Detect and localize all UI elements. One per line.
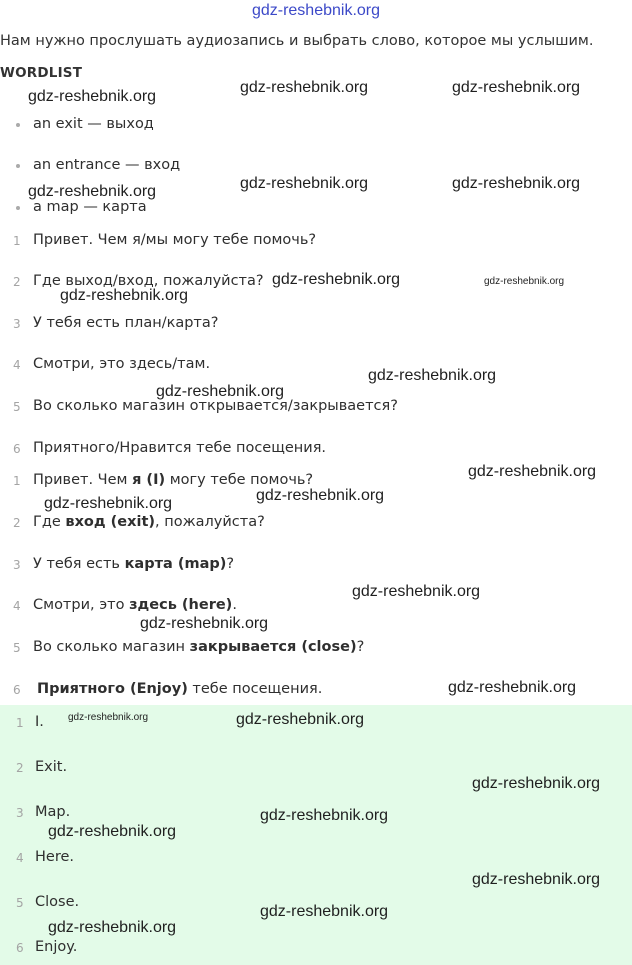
bullet-icon <box>16 206 20 210</box>
item-number: 2 <box>13 275 21 289</box>
watermark: gdz-reshebnik.org <box>452 79 581 96</box>
watermark: gdz-reshebnik.org <box>448 679 577 696</box>
watermark: gdz-reshebnik.org <box>140 615 269 632</box>
answer-word: карта (map) <box>124 556 227 572</box>
item-number: 2 <box>16 761 24 775</box>
watermark: gdz-reshebnik.org <box>28 88 157 105</box>
watermark: gdz-reshebnik.org <box>472 871 601 888</box>
item-number: 6 <box>16 941 24 955</box>
item-number: 3 <box>13 558 21 572</box>
item-number: 3 <box>16 806 24 820</box>
answer-word: я (I) <box>132 472 166 488</box>
watermark: gdz-reshebnik.org <box>260 903 389 920</box>
task-instruction: Нам нужно прослушать аудиозапись и выбрать слово, которое мы услышим. <box>0 33 594 49</box>
watermark: gdz-reshebnik.org <box>260 807 389 824</box>
item-number: 5 <box>16 896 24 910</box>
watermark: gdz-reshebnik.org <box>484 276 565 287</box>
wordlist-heading: WORDLIST <box>0 65 83 81</box>
item-number: 1 <box>13 474 21 488</box>
watermark: gdz-reshebnik.org <box>28 183 157 200</box>
item-number: 1 <box>16 716 24 730</box>
watermark: gdz-reshebnik.org <box>368 367 497 384</box>
watermark: gdz-reshebnik.org <box>272 271 401 288</box>
watermark: gdz-reshebnik.org <box>240 175 369 192</box>
watermark: gdz-reshebnik.org <box>48 823 177 840</box>
watermark: gdz-reshebnik.org <box>68 712 149 723</box>
item-number: 3 <box>13 317 21 331</box>
watermark: gdz-reshebnik.org <box>452 175 581 192</box>
bullet-icon <box>16 164 20 168</box>
bullet-icon <box>16 123 20 127</box>
watermark: gdz-reshebnik.org <box>468 463 597 480</box>
watermark: gdz-reshebnik.org <box>236 711 365 728</box>
watermark: gdz-reshebnik.org <box>472 775 601 792</box>
watermark: gdz-reshebnik.org <box>352 583 481 600</box>
watermark: gdz-reshebnik.org <box>60 287 189 304</box>
answers-panel: 1 I. 2 Exit. 3 Map. 4 Here. 5 Close. 6 Enjoy. <box>0 705 632 965</box>
answer-word: Приятного (Enjoy) <box>37 681 188 697</box>
item-number: 2 <box>13 516 21 530</box>
watermark: gdz-reshebnik.org <box>256 487 385 504</box>
watermark: gdz-reshebnik.org <box>44 495 173 512</box>
item-number: 1 <box>13 234 21 248</box>
item-number: 4 <box>16 851 24 865</box>
item-number: 6 <box>13 442 21 456</box>
item-number: 5 <box>13 641 21 655</box>
item-number: 4 <box>13 599 21 613</box>
site-header-link[interactable]: gdz-reshebnik.org <box>251 2 381 19</box>
item-number: 6 <box>13 683 21 697</box>
watermark: gdz-reshebnik.org <box>240 79 369 96</box>
answer-word: здесь (here) <box>129 597 233 613</box>
answer-word: вход (exit) <box>65 514 155 530</box>
watermark: gdz-reshebnik.org <box>48 919 177 936</box>
item-number: 5 <box>13 400 21 414</box>
item-number: 4 <box>13 358 21 372</box>
answer-word: закрывается (close) <box>189 639 357 655</box>
watermark: gdz-reshebnik.org <box>156 383 285 400</box>
